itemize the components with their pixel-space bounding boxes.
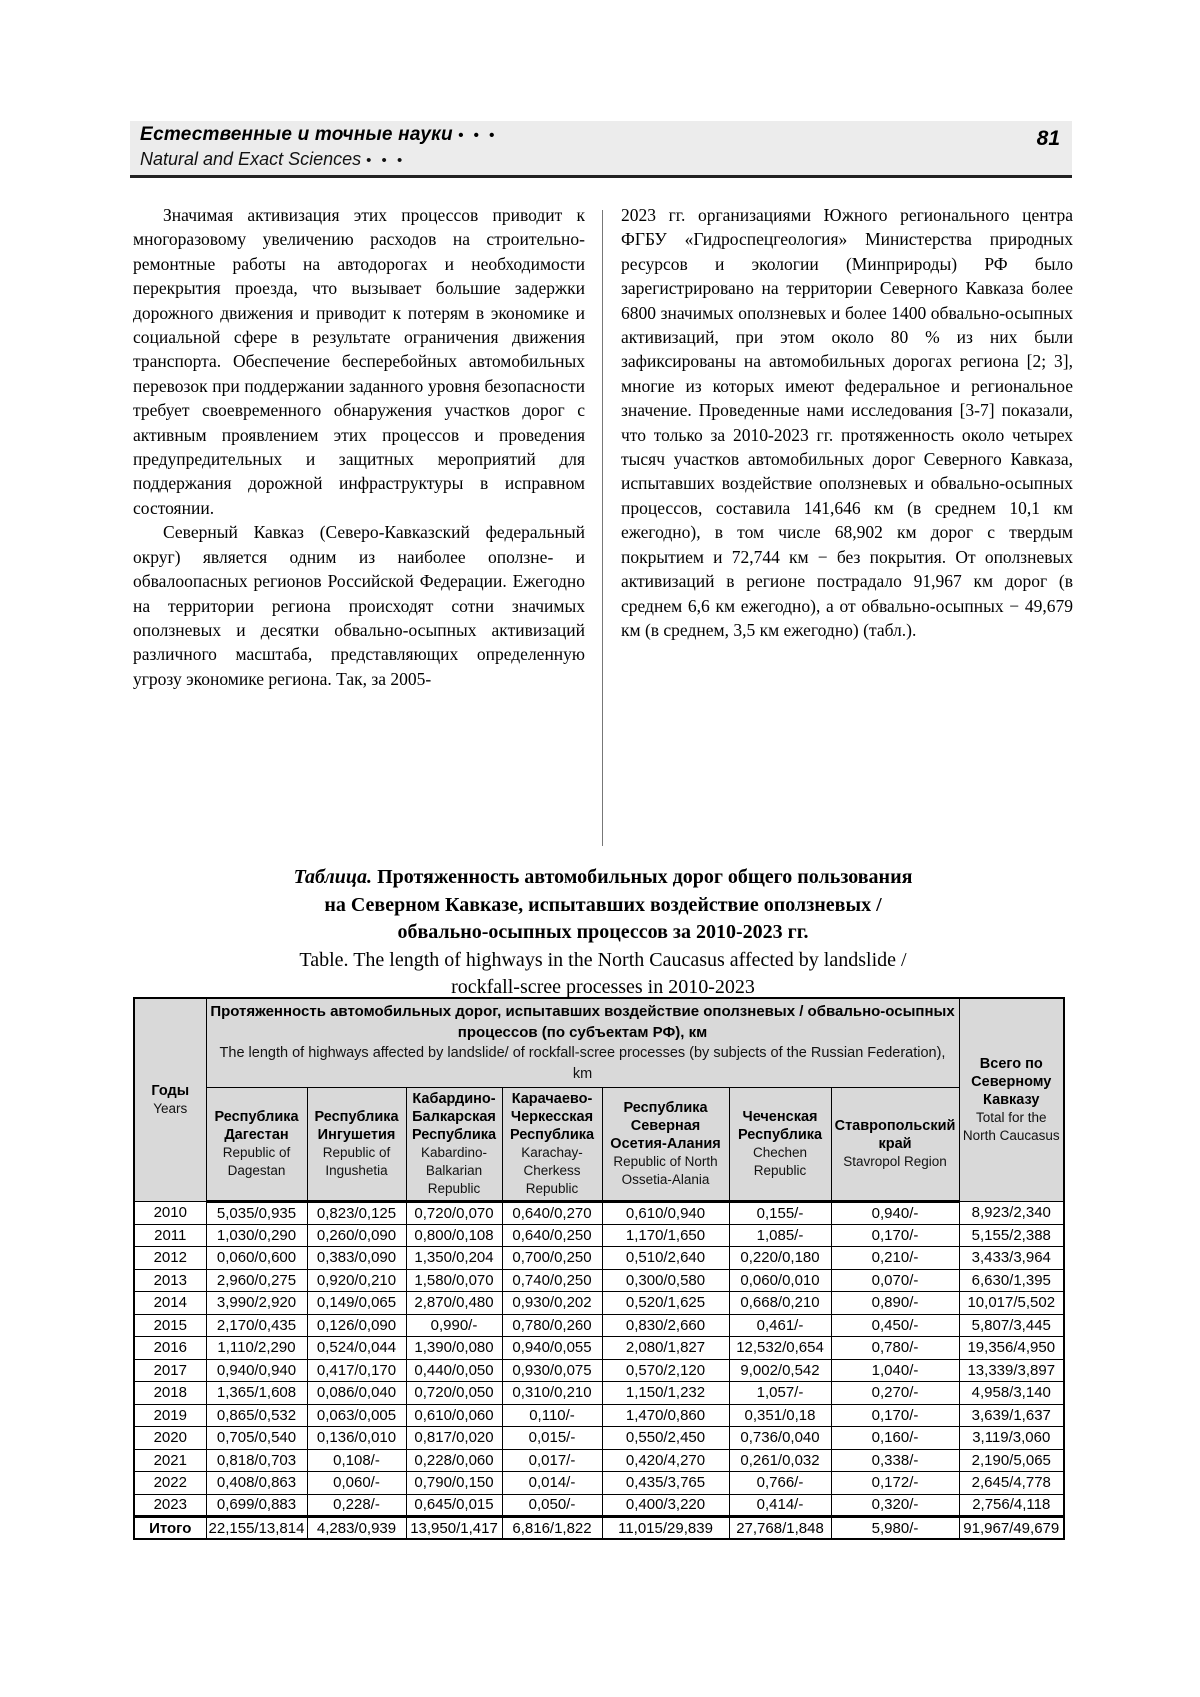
- region-en: Karachay-Cherkess Republic: [521, 1145, 583, 1196]
- table-row: [134, 1449, 1064, 1472]
- value-cell: 1,350/0,204: [406, 1247, 502, 1270]
- table-row: [134, 1427, 1064, 1450]
- region-ru: Чеченская Республика: [737, 1109, 823, 1143]
- value-cell: 0,700/0,250: [502, 1247, 602, 1270]
- value-cell: 0,890/-: [831, 1292, 959, 1315]
- region-ru: Кабардино-Балкарская Республика: [411, 1091, 497, 1143]
- highway-length-table: [133, 997, 1065, 1540]
- caption-ru-line3: обвально-осыпных процессов за 2010-2023 гг.: [397, 921, 809, 943]
- value-cell: 0,780/-: [831, 1337, 959, 1360]
- value-cell: 0,408/0,863: [206, 1472, 307, 1495]
- value-cell: 0,699/0,883: [206, 1494, 307, 1517]
- value-cell: 0,920/0,210: [307, 1269, 406, 1292]
- value-cell: 0,640/0,270: [502, 1202, 602, 1225]
- value-cell: 12,532/0,654: [729, 1337, 831, 1360]
- value-cell: 0,645/0,015: [406, 1494, 502, 1517]
- region-ru: Республика Ингушетия: [314, 1109, 399, 1143]
- value-cell: 0,108/-: [307, 1449, 406, 1472]
- value-cell: 3,119/3,060: [959, 1427, 1064, 1450]
- value-cell: 1,470/0,860: [602, 1404, 729, 1427]
- value-cell: 6,816/1,822: [502, 1517, 602, 1540]
- value-cell: 0,170/-: [831, 1224, 959, 1247]
- year-cell: 2021: [134, 1449, 206, 1472]
- value-cell: 13,339/3,897: [959, 1359, 1064, 1382]
- total-header-ru: Всего по Северному Кавказу: [971, 1056, 1052, 1108]
- caption-ru-line2: на Северном Кавказе, испытавших воздействие оползневых /: [324, 893, 882, 916]
- value-cell: 0,210/-: [831, 1247, 959, 1270]
- value-cell: 1,390/0,080: [406, 1337, 502, 1360]
- value-cell: 0,940/0,055: [502, 1337, 602, 1360]
- running-head-title-ru: [140, 124, 1062, 146]
- value-cell: 2,190/5,065: [959, 1449, 1064, 1472]
- value-cell: 0,790/0,150: [406, 1472, 502, 1495]
- value-cell: 0,830/2,660: [602, 1314, 729, 1337]
- table-row: [134, 1314, 1064, 1337]
- value-cell: 0,420/4,270: [602, 1449, 729, 1472]
- value-cell: 0,063/0,005: [307, 1404, 406, 1427]
- value-cell: 5,980/-: [831, 1517, 959, 1540]
- caption-en-line2: rockfall-scree processes in 2010-2023: [451, 976, 755, 998]
- value-cell: 4,958/3,140: [959, 1382, 1064, 1405]
- year-cell: 2019: [134, 1404, 206, 1427]
- dots-separator: • • •: [458, 127, 498, 144]
- value-cell: 0,940/-: [831, 1202, 959, 1225]
- value-cell: 0,417/0,170: [307, 1359, 406, 1382]
- years-header-en: Years: [153, 1101, 188, 1116]
- region-en: Republic of Dagestan: [222, 1145, 291, 1178]
- value-cell: 0,170/-: [831, 1404, 959, 1427]
- year-cell: 2023: [134, 1494, 206, 1517]
- region-en: Kabardino-Balkarian Republic: [420, 1145, 488, 1196]
- table-caption: [133, 864, 1073, 1002]
- value-cell: 0,818/0,703: [206, 1449, 307, 1472]
- text-column-left: [133, 203, 585, 691]
- region-header-ingushetia: [307, 1088, 406, 1202]
- value-cell: 9,002/0,542: [729, 1359, 831, 1382]
- value-cell: 22,155/13,814: [206, 1517, 307, 1540]
- value-cell: 0,640/0,250: [502, 1224, 602, 1247]
- year-cell: 2022: [134, 1472, 206, 1495]
- text-column-right: [621, 203, 1073, 691]
- value-cell: 1,150/1,232: [602, 1382, 729, 1405]
- value-cell: 0,351/0,18: [729, 1404, 831, 1427]
- region-header-dagestan: [206, 1088, 307, 1202]
- value-cell: 4,283/0,939: [307, 1517, 406, 1540]
- year-cell: 2013: [134, 1269, 206, 1292]
- value-cell: 6,630/1,395: [959, 1269, 1064, 1292]
- region-header-kabardino-balkaria: [406, 1088, 502, 1202]
- value-cell: 0,110/-: [502, 1404, 602, 1427]
- value-cell: 0,261/0,032: [729, 1449, 831, 1472]
- value-cell: 19,356/4,950: [959, 1337, 1064, 1360]
- article-body: [133, 203, 1073, 691]
- value-cell: 0,060/0,600: [206, 1247, 307, 1270]
- value-cell: 0,260/0,090: [307, 1224, 406, 1247]
- region-en: Stavropol Region: [843, 1154, 947, 1169]
- year-cell: 2010: [134, 1202, 206, 1225]
- year-cell: 2012: [134, 1247, 206, 1270]
- value-cell: 0,736/0,040: [729, 1427, 831, 1450]
- region-header-karachay-cherkessia: [502, 1088, 602, 1202]
- year-cell: 2016: [134, 1337, 206, 1360]
- table-row: [134, 1382, 1064, 1405]
- value-cell: 2,080/1,827: [602, 1337, 729, 1360]
- region-header-north-ossetia: [602, 1088, 729, 1202]
- value-cell: 0,160/-: [831, 1427, 959, 1450]
- value-cell: 0,220/0,180: [729, 1247, 831, 1270]
- value-cell: 0,510/2,640: [602, 1247, 729, 1270]
- years-column-header: [134, 998, 206, 1202]
- table-row: [134, 1404, 1064, 1427]
- region-en: Chechen Republic: [752, 1145, 808, 1178]
- span-header-en: The length of highways affected by landslide/ of rockfall-scree processes (by subjects of the Russian Federation), km: [219, 1045, 946, 1082]
- table-header-row-2: [134, 1088, 1064, 1202]
- value-cell: 0,930/0,202: [502, 1292, 602, 1315]
- value-cell: 0,550/2,450: [602, 1427, 729, 1450]
- year-cell: 2015: [134, 1314, 206, 1337]
- value-cell: 0,300/0,580: [602, 1269, 729, 1292]
- table-row: [134, 1337, 1064, 1360]
- region-ru: Республика Северная Осетия-Алания: [610, 1100, 721, 1152]
- table-row: [134, 1269, 1064, 1292]
- table-row: [134, 1224, 1064, 1247]
- region-ru: Республика Дагестан: [214, 1109, 299, 1143]
- value-cell: 0,990/-: [406, 1314, 502, 1337]
- table-header-row-1: [134, 998, 1064, 1088]
- value-cell: 0,050/-: [502, 1494, 602, 1517]
- value-cell: 0,610/0,940: [602, 1202, 729, 1225]
- year-cell: 2014: [134, 1292, 206, 1315]
- page-number: 81: [1036, 127, 1060, 150]
- value-cell: 8,923/2,340: [959, 1202, 1064, 1225]
- value-cell: 0,720/0,050: [406, 1382, 502, 1405]
- caption-ru-text: Протяженность автомобильных дорог общего пользования: [372, 866, 913, 888]
- year-cell: Итого: [134, 1517, 206, 1540]
- years-header-ru: Годы: [151, 1083, 190, 1099]
- paragraph: Значимая активизация этих процессов приводит к многоразовому увеличению расходов на строительно-ремонтные работы на автодорогах и необходимости перекрытия проезда, что вызывает большие задержки дорожного движения и приводит к потерям в экономике и социальной сфере в результате ограничения движения транспорта. Обеспечение бесперебойных автомобильных перевозок при поддержании заданного уровня безопасности требует своевременного обнаружения участков дорог с активным проявлением этих процессов и проведения предупредительных и защитных мероприятий для поддержания дорожной инфраструктуры в исправном состоянии.: [133, 205, 585, 518]
- year-cell: 2020: [134, 1427, 206, 1450]
- value-cell: 1,110/2,290: [206, 1337, 307, 1360]
- value-cell: 2,870/0,480: [406, 1292, 502, 1315]
- value-cell: 1,085/-: [729, 1224, 831, 1247]
- value-cell: 1,030/0,290: [206, 1224, 307, 1247]
- value-cell: 0,435/3,765: [602, 1472, 729, 1495]
- value-cell: 2,645/4,778: [959, 1472, 1064, 1495]
- running-head: [130, 121, 1072, 178]
- value-cell: 0,668/0,210: [729, 1292, 831, 1315]
- column-divider: [602, 210, 603, 846]
- value-cell: 0,172/-: [831, 1472, 959, 1495]
- value-cell: 0,228/0,060: [406, 1449, 502, 1472]
- value-cell: 0,800/0,108: [406, 1224, 502, 1247]
- region-ru: Карачаево-Черкесская Республика: [509, 1091, 595, 1143]
- value-cell: 0,060/0,010: [729, 1269, 831, 1292]
- span-header-ru: Протяженность автомобильных дорог, испытавших воздействие оползневых / обвально-осыпных процессов (по субъектам РФ), км: [210, 1003, 955, 1041]
- value-cell: 0,823/0,125: [307, 1202, 406, 1225]
- year-cell: 2017: [134, 1359, 206, 1382]
- value-cell: 3,433/3,964: [959, 1247, 1064, 1270]
- year-cell: 2018: [134, 1382, 206, 1405]
- value-cell: 1,365/1,608: [206, 1382, 307, 1405]
- value-cell: 0,450/-: [831, 1314, 959, 1337]
- value-cell: 0,610/0,060: [406, 1404, 502, 1427]
- value-cell: 10,017/5,502: [959, 1292, 1064, 1315]
- value-cell: 3,639/1,637: [959, 1404, 1064, 1427]
- value-cell: 0,570/2,120: [602, 1359, 729, 1382]
- value-cell: 5,155/2,388: [959, 1224, 1064, 1247]
- value-cell: 0,015/-: [502, 1427, 602, 1450]
- span-column-header: [206, 998, 959, 1088]
- value-cell: 0,228/-: [307, 1494, 406, 1517]
- region-en: Republic of North Ossetia-Alania: [613, 1154, 718, 1187]
- table-row: [134, 1494, 1064, 1517]
- value-cell: 5,035/0,935: [206, 1202, 307, 1225]
- value-cell: 0,149/0,065: [307, 1292, 406, 1315]
- table-body: [134, 1202, 1064, 1540]
- value-cell: 1,170/1,650: [602, 1224, 729, 1247]
- total-column-header: [959, 998, 1064, 1202]
- value-cell: 0,740/0,250: [502, 1269, 602, 1292]
- value-cell: 91,967/49,679: [959, 1517, 1064, 1540]
- value-cell: 0,766/-: [729, 1472, 831, 1495]
- running-head-en-text: Natural and Exact Sciences: [140, 149, 362, 169]
- table-total-row: [134, 1517, 1064, 1540]
- value-cell: 0,136/0,010: [307, 1427, 406, 1450]
- value-cell: 0,070/-: [831, 1269, 959, 1292]
- value-cell: 2,756/4,118: [959, 1494, 1064, 1517]
- paragraph: 2023 гг. организациями Южного регионального центра ФГБУ «Гидроспецгеология» Министерства природных ресурсов и экологии (Минприроды) РФ было зарегистрировано на территории Северного Кавказа более 6800 значимых оползневых и более 1400 обвально-осыпных активизаций, при этом около 80 % из них были зафиксированы на автомобильных дорогах региона [2; 3], многие из которых имеют федеральное и региональное значение. Проведенные нами исследования [3-7] показали, что только за 2010-2023 гг. протяженность около четырех тысяч участков автомобильных дорог Северного Кавказа, испытавших воздействие оползневых и обвально-осыпных процессов, составила 141,646 км (в среднем 10,1 км ежегодно), в том числе 68,902 км дорог с твердым покрытием и 72,744 км − без покрытия. От оползневых активизаций в регионе пострадало 91,967 км дорог (в среднем 6,6 км ежегодно), а от обвально-осыпных − 49,679 км (в среднем, 3,5 км ежегодно) (табл.).: [621, 205, 1073, 640]
- running-head-title-en: [140, 149, 1062, 170]
- value-cell: 0,780/0,260: [502, 1314, 602, 1337]
- value-cell: 5,807/3,445: [959, 1314, 1064, 1337]
- caption-ru-line1: [133, 864, 1073, 892]
- value-cell: 0,383/0,090: [307, 1247, 406, 1270]
- value-cell: 2,960/0,275: [206, 1269, 307, 1292]
- value-cell: 11,015/29,839: [602, 1517, 729, 1540]
- value-cell: 13,950/1,417: [406, 1517, 502, 1540]
- value-cell: 0,720/0,070: [406, 1202, 502, 1225]
- running-head-ru-text: Естественные и точные науки: [140, 124, 453, 145]
- paragraph: Северный Кавказ (Северо-Кавказский федеральный округ) является одним из наиболее оползне- и обвалоопасных регионов Российской Федерации. Ежегодно на территории региона происходят сотни значимых оползневых и десятки обвально-осыпных активизаций различного масштаба, представляющих определенную угрозу экономике региона. Так, за 2005-: [133, 522, 585, 689]
- region-ru: Ставропольский край: [834, 1118, 956, 1152]
- value-cell: 0,461/-: [729, 1314, 831, 1337]
- value-cell: 0,414/-: [729, 1494, 831, 1517]
- value-cell: 0,320/-: [831, 1494, 959, 1517]
- table-row: [134, 1292, 1064, 1315]
- dots-separator-en: • • •: [366, 152, 406, 169]
- value-cell: 1,040/-: [831, 1359, 959, 1382]
- value-cell: 0,014/-: [502, 1472, 602, 1495]
- value-cell: 27,768/1,848: [729, 1517, 831, 1540]
- value-cell: 0,017/-: [502, 1449, 602, 1472]
- value-cell: 0,705/0,540: [206, 1427, 307, 1450]
- value-cell: 0,338/-: [831, 1449, 959, 1472]
- table-row: [134, 1472, 1064, 1495]
- value-cell: 0,817/0,020: [406, 1427, 502, 1450]
- value-cell: 0,440/0,050: [406, 1359, 502, 1382]
- value-cell: 0,086/0,040: [307, 1382, 406, 1405]
- value-cell: 0,940/0,940: [206, 1359, 307, 1382]
- value-cell: 0,270/-: [831, 1382, 959, 1405]
- total-header-en: Total for the North Caucasus: [962, 1110, 1060, 1143]
- table-row: [134, 1359, 1064, 1382]
- value-cell: 0,930/0,075: [502, 1359, 602, 1382]
- caption-label: Таблица.: [293, 866, 373, 888]
- value-cell: 1,580/0,070: [406, 1269, 502, 1292]
- region-header-chechnya: [729, 1088, 831, 1202]
- region-en: Republic of Ingushetia: [322, 1145, 391, 1178]
- value-cell: 0,060/-: [307, 1472, 406, 1495]
- value-cell: 2,170/0,435: [206, 1314, 307, 1337]
- value-cell: 0,865/0,532: [206, 1404, 307, 1427]
- value-cell: 3,990/2,920: [206, 1292, 307, 1315]
- value-cell: 0,400/3,220: [602, 1494, 729, 1517]
- value-cell: 0,126/0,090: [307, 1314, 406, 1337]
- value-cell: 0,155/-: [729, 1202, 831, 1225]
- table-row: [134, 1247, 1064, 1270]
- value-cell: 0,524/0,044: [307, 1337, 406, 1360]
- table-row: [134, 1202, 1064, 1225]
- region-header-stavropol: [831, 1088, 959, 1202]
- value-cell: 1,057/-: [729, 1382, 831, 1405]
- caption-en-line1: Table. The length of highways in the North Caucasus affected by landslide /: [299, 948, 907, 971]
- value-cell: 0,310/0,210: [502, 1382, 602, 1405]
- value-cell: 0,520/1,625: [602, 1292, 729, 1315]
- year-cell: 2011: [134, 1224, 206, 1247]
